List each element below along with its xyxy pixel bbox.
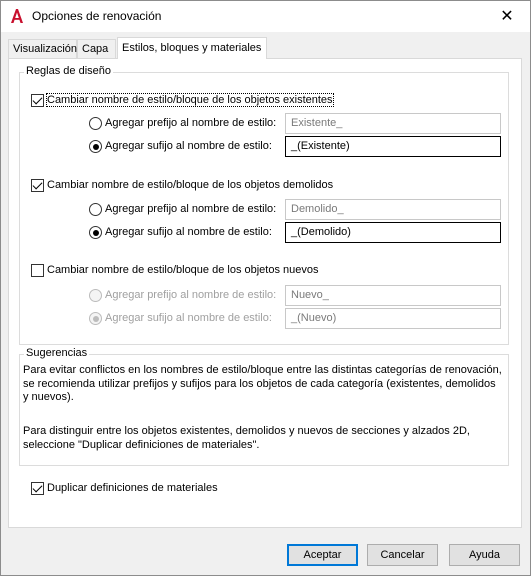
close-icon: ✕ (500, 8, 514, 25)
existing-prefix-radio[interactable] (89, 117, 102, 130)
new-rename-checkbox[interactable] (31, 264, 44, 277)
existing-rename-label[interactable]: Cambiar nombre de estilo/bloque de los objetos existentes (47, 94, 333, 106)
autocad-a-icon (9, 8, 25, 24)
duplicate-materials-checkbox[interactable] (31, 482, 44, 495)
demolished-prefix-radio[interactable] (89, 203, 102, 216)
existing-rename-checkbox[interactable] (31, 94, 44, 107)
accept-button[interactable]: Aceptar (287, 544, 358, 566)
new-rename-label[interactable]: Cambiar nombre de estilo/bloque de los objetos nuevos (47, 264, 319, 276)
tab-label: Capa (82, 43, 109, 55)
tab-label: Estilos, bloques y materiales (122, 42, 262, 54)
hints-line: se recomienda utilizar prefijos y sufijos para los objetos de cada categoría (existentes, demolidos (23, 377, 496, 390)
hints-label: Sugerencias (26, 347, 88, 359)
hints-line: seleccione "Duplicar definiciones de materiales". (23, 438, 260, 451)
demolished-prefix-label: Agregar prefijo al nombre de estilo: (105, 203, 277, 215)
existing-prefix-label: Agregar prefijo al nombre de estilo: (105, 117, 277, 129)
hints-paragraph-1 (23, 364, 502, 405)
demolished-suffix-radio[interactable] (89, 226, 102, 239)
window-title: Opciones de renovación (32, 9, 162, 23)
design-rules-label: Reglas de diseño (26, 65, 112, 77)
new-suffix-radio[interactable] (89, 312, 102, 325)
duplicate-materials-label[interactable]: Duplicar definiciones de materiales (47, 482, 218, 494)
new-prefix-label: Agregar prefijo al nombre de estilo: (105, 289, 277, 301)
new-suffix-field[interactable]: _(Nuevo) (285, 308, 501, 329)
existing-suffix-label: Agregar sufijo al nombre de estilo: (105, 140, 272, 152)
demolished-prefix-field[interactable]: Demolido_ (285, 199, 501, 220)
new-suffix-label: Agregar sufijo al nombre de estilo: (105, 312, 272, 324)
existing-prefix-field[interactable]: Existente_ (285, 113, 501, 134)
demolished-rename-label[interactable]: Cambiar nombre de estilo/bloque de los objetos demolidos (47, 179, 334, 191)
demolished-suffix-label: Agregar sufijo al nombre de estilo: (105, 226, 272, 238)
new-prefix-radio[interactable] (89, 289, 102, 302)
tab-label: Visualización (13, 43, 78, 55)
help-button[interactable]: Ayuda (449, 544, 520, 566)
existing-suffix-radio[interactable] (89, 140, 102, 153)
title-bar (1, 1, 530, 32)
tab-capa[interactable] (77, 39, 116, 58)
tab-visualizacion[interactable] (8, 39, 77, 58)
demolished-rename-checkbox[interactable] (31, 179, 44, 192)
close-button[interactable] (484, 1, 530, 32)
existing-suffix-field[interactable]: _(Existente) (285, 136, 501, 157)
hints-line: y nuevos). (23, 391, 74, 403)
new-prefix-field[interactable]: Nuevo_ (285, 285, 501, 306)
cancel-button[interactable]: Cancelar (367, 544, 438, 566)
demolished-suffix-field[interactable]: _(Demolido) (285, 222, 501, 243)
tab-estilos-bloques-materiales[interactable] (117, 37, 267, 59)
tab-panel (8, 58, 522, 528)
hints-paragraph-2 (23, 425, 470, 452)
hints-line: Para evitar conflictos en los nombres de estilo/bloque entre las distintas categorías de renovación, (23, 364, 502, 376)
hints-line: Para distinguir entre los objetos existentes, demolidos y nuevos de secciones y alzados 2D, (23, 425, 470, 437)
